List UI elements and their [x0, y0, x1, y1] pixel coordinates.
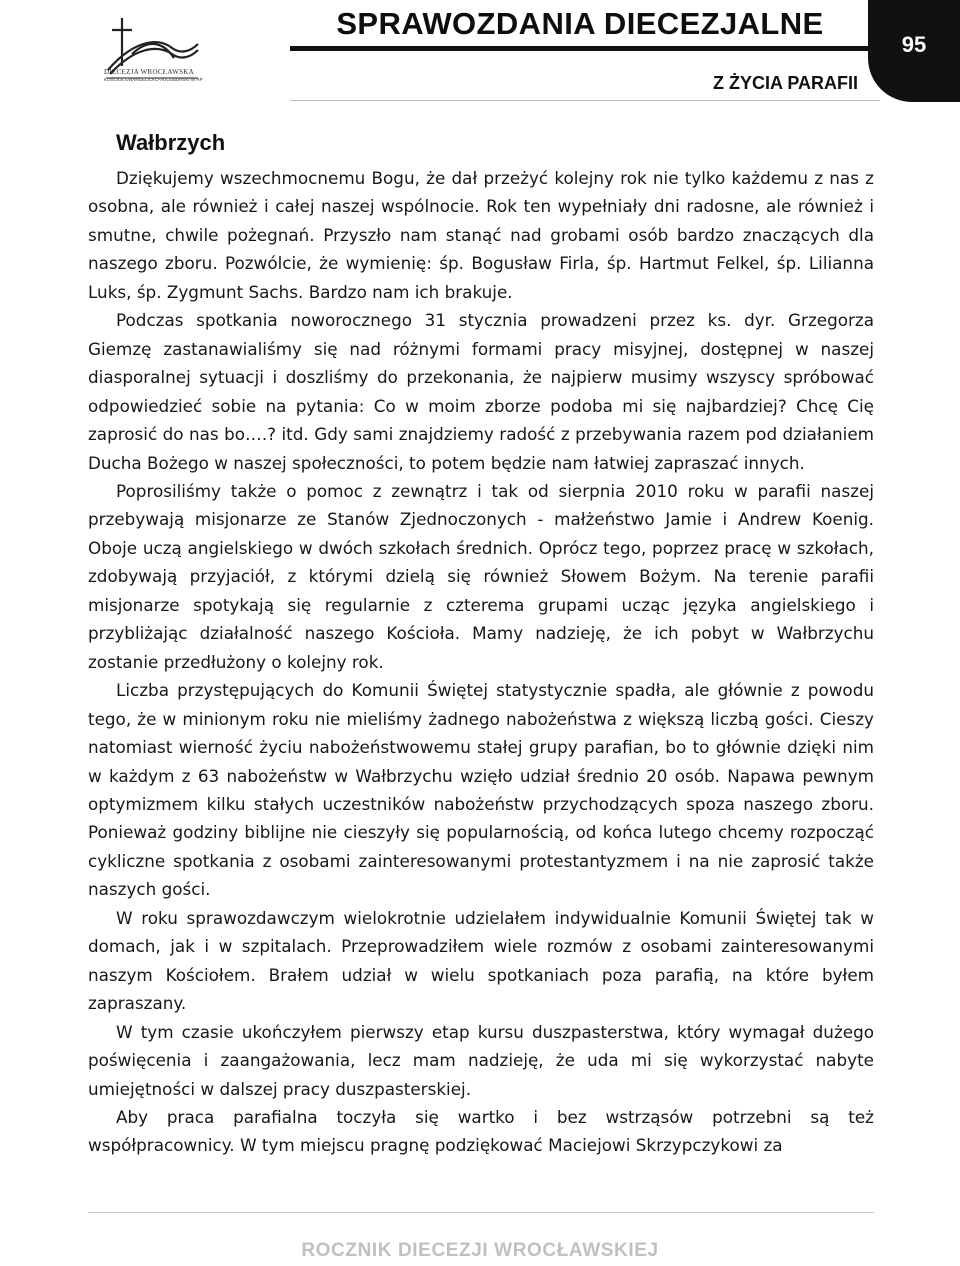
footer-divider [88, 1212, 874, 1213]
logo-subcaption: KOŚCIÓŁ EWANGELICKO-AUGSBURSKI W RP [104, 77, 203, 82]
section-subtitle: Z ŻYCIA PARAFII [713, 73, 858, 93]
logo-caption: DIECEZJA WROCŁAWSKA [104, 68, 194, 76]
article-title: Wałbrzych [116, 130, 226, 155]
paragraph: W tym czasie ukończyłem pierwszy etap kursu duszpasterstwa, który wymagał dużego poświęcenia i zaangażowania, lecz mam nadzieję, że uda mi się wykorzystać nabyte umiejętności w dalszej pracy duszpasterskiej. [88, 1021, 874, 1099]
section-title: SPRAWOZDANIA DIECEZJALNE [336, 6, 824, 41]
paragraph: Liczba przystępujących do Komunii Świętej statystycznie spadła, ale głównie z powodu tego, że w minionym roku nie mieliśmy żadnego nabożeństwa z większą liczbą gości. Cieszy natomiast wierność życiu nabożeństwowemu stałej grupy parafian, bo to głównie dzięki nim w każdym z 63 nabożeństw w Wałbrzychu wzięło udział średnio 20 osób. Napawa pewnym optymizmem kilku stałych uczestników nabożeństw przychodzących spoza naszego zboru. Ponieważ godziny biblijne nie cieszyły się popularnością, od końca lutego chcemy rozpocząć cykliczne spotkania z osobami zainteresowanymi protestantyzmem i na nie zaprosić także naszych gości. [88, 680, 874, 900]
page-number: 95 [901, 32, 927, 57]
paragraph: Dziękujemy wszechmocnemu Bogu, że dał przeżyć kolejny rok nie tylko każdemu z nas z osobna, ale również i całej naszej wspólnocie. Rok ten wypełniały dni radosne, ale również i smutne, chwile pożegnań. Przyszło nam stanąć nad grobami osób bardzo znaczących dla naszego zboru. Pozwólcie, że wymienię: śp. Bogusław Firla, śp. Hartmut Felkel, śp. Lilianna Luks, śp. Zygmunt Sachs. Bardzo nam ich brakuje. [88, 168, 874, 302]
footer-text: ROCZNIK DIECEZJI WROCŁAWSKIEJ [301, 1240, 659, 1261]
header-divider [290, 100, 880, 101]
paragraph: Podczas spotkania noworocznego 31 stycznia prowadzeni przez ks. dyr. Grzegorza Giemzę zastanawialiśmy się nad różnymi formami pracy misyjnej, dostępnej w naszej diasporalnej sytuacji i doszliśmy do przekonania, że najpierw musimy wszyscy spróbować odpowiedzieć sobie na pytania: Co w moim zborze podoba mi się najbardziej? Chcę Cię zaprosić do nas bo….? itd. Gdy sami znajdziemy radość z przebywania razem pod działaniem Ducha Bożego w naszej społeczności, to potem będzie nam łatwiej zapraszać innych. [88, 310, 874, 473]
paragraph: W roku sprawozdawczym wielokrotnie udzielałem indywidualnie Komunii Świętej tak w domach, jak i w szpitalach. Przeprowadziłem wiele rozmów z osobami zainteresowanymi naszym Kościołem. Brałem udział w wielu spotkaniach poza parafią, na które byłem zapraszany. [88, 907, 874, 1014]
paragraph: Poprosiliśmy także o pomoc z zewnątrz i tak od sierpnia 2010 roku w parafii naszej przebywają misjonarze ze Stanów Zjednoczonych - małżeństwo Jamie i Andrew Koenig. Oboje uczą angielskiego w dwóch szkołach średnich. Oprócz tego, poprzez pracę w szkołach, zdobywają przyjaciół, z którymi dzielą się również Słowem Bożym. Na terenie parafii misjonarze spotykają się regularnie z czterema grupami ucząc języka angielskiego i przybliżając działalność naszego Kościoła. Mamy nadzieję, że ich pobyt w Wałbrzychu zostanie przedłużony o kolejny rok. [88, 480, 874, 672]
paragraph: Aby praca parafialna toczyła się wartko i bez wstrząsów potrzebni są też współpracownicy. W tym miejscu pragnę podziękować Maciejowi Skrzypczykowi za [88, 1106, 874, 1156]
header-rule [290, 46, 880, 51]
article-body [88, 164, 874, 1160]
